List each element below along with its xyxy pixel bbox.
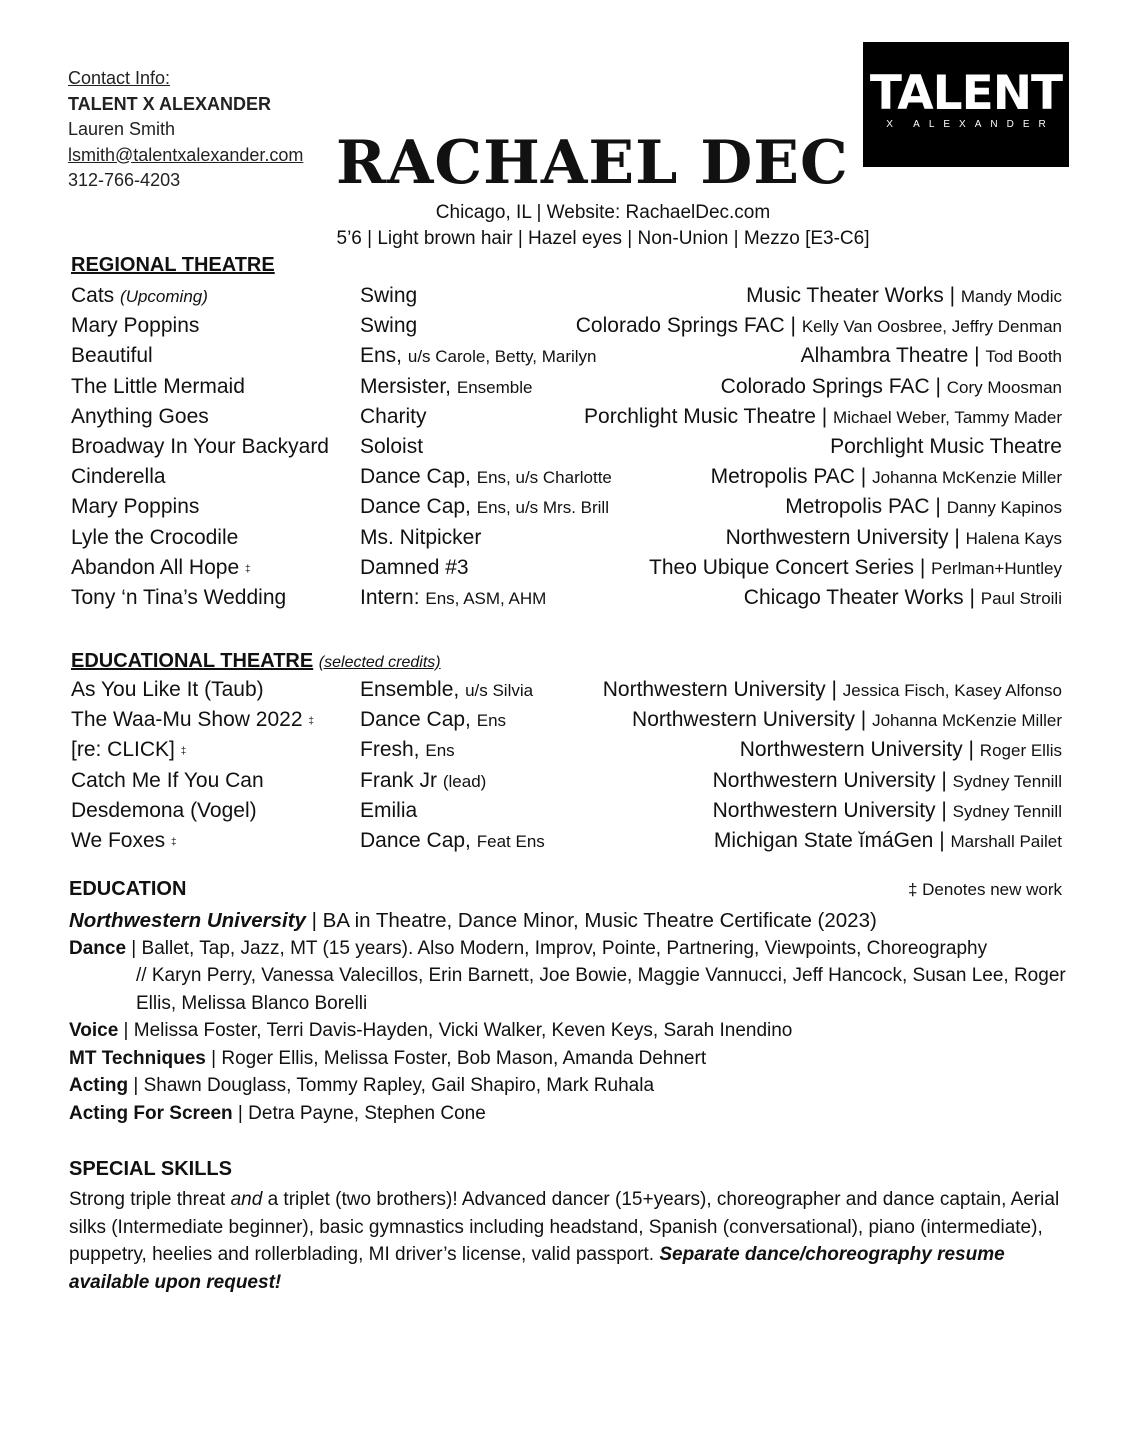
credit-role bbox=[360, 526, 481, 550]
credit-show bbox=[71, 495, 199, 519]
contact-block bbox=[68, 66, 303, 194]
credit-row bbox=[71, 799, 1062, 827]
show-title: Desdemona (Vogel) bbox=[71, 798, 257, 822]
new-work-footnote: ‡ Denotes new work bbox=[907, 880, 1062, 899]
director-name: Perlman+Huntley bbox=[931, 558, 1062, 578]
voice-text: | Melissa Foster, Terri Davis-Hayden, Vicki Walker, Keven Keys, Sarah Inendino bbox=[118, 1020, 793, 1041]
role-name: Soloist bbox=[360, 435, 424, 458]
venue-name: Michigan State ĭmáGen bbox=[713, 829, 934, 852]
role-detail: Feat Ens bbox=[476, 832, 545, 851]
role-name: Dance Cap, bbox=[360, 465, 471, 489]
credit-venue: Northwestern University | Halena Kays bbox=[725, 525, 1062, 549]
credit-row bbox=[71, 769, 1062, 797]
credit-venue: Metropolis PAC | Johanna McKenzie Miller bbox=[710, 465, 1062, 489]
show-title: Mary Poppins bbox=[71, 314, 200, 338]
venue-name: Northwestern University bbox=[725, 525, 949, 549]
venue-name: Metropolis PAC bbox=[710, 465, 855, 489]
credit-row bbox=[71, 495, 1062, 523]
degree-text: | BA in Theatre, Dance Minor, Music Theatre Certificate (2023) bbox=[305, 909, 877, 932]
venue-name: Colorado Springs FAC bbox=[575, 314, 785, 338]
credit-venue: Metropolis PAC | Danny Kapinos bbox=[785, 495, 1062, 519]
role-name: Swing bbox=[360, 314, 418, 338]
credit-venue: Northwestern University | Jessica Fisch, Kasey Alfonso bbox=[602, 678, 1062, 701]
venue-name: Metropolis PAC bbox=[785, 495, 930, 519]
credit-show bbox=[71, 678, 264, 702]
venue-name: Chicago Theater Works bbox=[743, 586, 964, 609]
credit-role bbox=[360, 375, 532, 399]
educational-theatre-subtitle: (selected credits) bbox=[318, 654, 441, 671]
role-name: Emilia bbox=[360, 798, 418, 822]
show-title: The Waa-Mu Show 2022 bbox=[71, 708, 303, 732]
contact-heading: Contact Info: bbox=[68, 68, 171, 88]
voice-training-line bbox=[69, 1017, 1069, 1045]
role-name: Intern: bbox=[360, 586, 420, 609]
credit-row bbox=[71, 314, 1062, 342]
credit-show bbox=[71, 526, 238, 550]
credit-row bbox=[71, 375, 1062, 403]
dance-label: Dance bbox=[69, 937, 127, 959]
show-title: Tony ‘n Tina’s Wedding bbox=[71, 586, 287, 609]
credit-venue: Michigan State ĭmáGen | Marshall Pailet bbox=[713, 829, 1062, 852]
skills-text-bold: Separate dance/choreography resume available upon request! bbox=[69, 1244, 1005, 1293]
credit-row bbox=[71, 678, 1062, 706]
acting-text: | Shawn Douglass, Tommy Rapley, Gail Shapiro, Mark Ruhala bbox=[128, 1075, 655, 1096]
credit-venue: Northwestern University | Johanna McKenzie Miller bbox=[632, 708, 1062, 732]
educational-theatre-title: EDUCATIONAL THEATRE bbox=[71, 650, 314, 672]
role-name: Ms. Nitpicker bbox=[360, 525, 482, 549]
role-detail: Ens, u/s Mrs. Brill bbox=[476, 498, 609, 518]
show-note: (Upcoming) bbox=[120, 287, 208, 306]
credit-show bbox=[71, 375, 245, 399]
credit-role bbox=[360, 738, 455, 762]
credit-role bbox=[360, 344, 597, 368]
credit-show bbox=[71, 708, 314, 732]
director-name: Sydney Tennill bbox=[952, 771, 1062, 791]
role-name: Frank Jr bbox=[360, 768, 438, 792]
role-name: Fresh, bbox=[360, 738, 420, 762]
credit-row bbox=[71, 829, 1062, 857]
credit-show bbox=[71, 769, 264, 793]
role-detail: Ens bbox=[476, 711, 507, 731]
performer-name: RACHAEL DEC bbox=[336, 128, 849, 198]
credit-role bbox=[360, 586, 546, 610]
credit-role bbox=[360, 284, 417, 308]
director-name: Halena Kays bbox=[965, 528, 1062, 548]
regional-theatre-heading: REGIONAL THEATRE bbox=[71, 254, 275, 276]
role-name: Charity bbox=[360, 404, 427, 428]
credit-show bbox=[71, 799, 257, 823]
credit-venue bbox=[830, 435, 1062, 459]
show-title: Anything Goes bbox=[71, 404, 209, 428]
role-name: Dance Cap, bbox=[360, 708, 471, 732]
credit-show bbox=[71, 435, 329, 459]
show-title: Mary Poppins bbox=[71, 495, 200, 519]
agent-phone: 312-766-4203 bbox=[68, 170, 181, 190]
credit-role bbox=[360, 314, 417, 338]
role-detail: u/s Silvia bbox=[465, 681, 534, 700]
role-name: Swing bbox=[360, 284, 418, 307]
director-name: Paul Stroili bbox=[980, 589, 1062, 608]
credit-row bbox=[71, 738, 1062, 766]
venue-name: Northwestern University bbox=[632, 708, 855, 732]
credit-venue: Alhambra Theatre | Tod Booth bbox=[800, 344, 1062, 368]
credit-role bbox=[360, 556, 469, 580]
show-note: ‡ bbox=[171, 837, 177, 848]
dance-teachers: // Karyn Perry, Vanessa Valecillos, Erin Barnett, Joe Bowie, Maggie Vannucci, Jeff Hancock, Susan Lee, Roger Ellis, Melissa Blanco Borelli bbox=[136, 965, 1066, 1014]
role-name: Ensemble, bbox=[360, 678, 460, 701]
mt-training-line bbox=[69, 1045, 1069, 1073]
screen-training-line bbox=[69, 1100, 1069, 1128]
role-name: Dance Cap, bbox=[360, 829, 471, 852]
role-detail: Ens bbox=[425, 741, 455, 761]
venue-name: Northwestern University bbox=[739, 738, 963, 762]
show-note: ‡ bbox=[244, 563, 251, 575]
credit-row bbox=[71, 405, 1062, 433]
venue-name: Theo Ubique Concert Series bbox=[649, 555, 914, 579]
role-name: Damned #3 bbox=[360, 555, 469, 579]
credit-show bbox=[71, 829, 177, 853]
credit-role bbox=[360, 678, 533, 702]
credit-show bbox=[71, 405, 209, 429]
venue-name: Northwestern University bbox=[712, 768, 936, 792]
agent-email-link[interactable]: lsmith@talentxalexander.com bbox=[68, 144, 304, 165]
school-name: Northwestern University bbox=[69, 909, 306, 932]
screen-label: Acting For Screen bbox=[69, 1102, 233, 1124]
venue-name: Porchlight Music Theatre bbox=[584, 404, 816, 428]
role-detail: Ens, ASM, AHM bbox=[425, 589, 547, 608]
venue-name: Alhambra Theatre bbox=[800, 344, 969, 368]
credit-show bbox=[71, 284, 208, 308]
role-name: Ens, bbox=[360, 344, 403, 368]
credit-role bbox=[360, 799, 417, 823]
credit-venue: Colorado Springs FAC | Kelly Van Oosbree, Jeffry Denman bbox=[575, 314, 1062, 338]
education-heading: EDUCATION bbox=[69, 878, 187, 900]
venue-name: Northwestern University bbox=[712, 798, 936, 822]
show-note: ‡ bbox=[308, 716, 314, 728]
role-detail: Ens, u/s Charlotte bbox=[476, 468, 612, 488]
credit-role bbox=[360, 829, 545, 853]
director-name: Danny Kapinos bbox=[946, 498, 1062, 518]
show-title: Broadway In Your Backyard bbox=[71, 435, 329, 458]
credit-show bbox=[71, 586, 286, 610]
role-name: Dance Cap, bbox=[360, 495, 471, 519]
special-skills-heading: SPECIAL SKILLS bbox=[69, 1158, 232, 1180]
degree-line bbox=[69, 907, 1069, 935]
credit-show bbox=[71, 556, 251, 580]
show-note: ‡ bbox=[180, 746, 187, 758]
director-name: Johanna McKenzie Miller bbox=[872, 711, 1062, 731]
credit-row bbox=[71, 435, 1062, 463]
location-website: Chicago, IL | Website: RachaelDec.com bbox=[435, 202, 771, 223]
venue-name: Colorado Springs FAC bbox=[720, 374, 930, 398]
venue-name: Northwestern University bbox=[602, 678, 826, 701]
logo-main-text: TALENT bbox=[869, 66, 1063, 121]
dance-training-line bbox=[69, 935, 1069, 963]
show-title: As You Like It (Taub) bbox=[71, 678, 264, 701]
venue-name: Porchlight Music Theatre bbox=[830, 435, 1062, 458]
credit-role bbox=[360, 435, 423, 459]
credit-show bbox=[71, 465, 166, 489]
credit-row bbox=[71, 284, 1062, 312]
director-name: Mandy Modic bbox=[960, 287, 1062, 306]
director-name: Sydney Tennill bbox=[952, 801, 1062, 821]
credit-venue: Porchlight Music Theatre | Michael Weber, Tammy Mader bbox=[584, 404, 1062, 428]
credit-row bbox=[71, 556, 1062, 584]
credit-show bbox=[71, 314, 199, 338]
credit-show bbox=[71, 344, 153, 368]
educational-theatre-heading bbox=[71, 650, 441, 673]
venue-name: Music Theater Works bbox=[746, 284, 944, 307]
credit-role bbox=[360, 769, 486, 793]
skills-text-a: Strong triple threat bbox=[69, 1189, 231, 1210]
show-title: [re: CLICK] bbox=[71, 738, 175, 762]
credit-row bbox=[71, 586, 1062, 614]
credit-role bbox=[360, 495, 609, 519]
show-title: Beautiful bbox=[71, 344, 153, 368]
show-title: We Foxes bbox=[71, 829, 166, 852]
talent-logo bbox=[863, 42, 1069, 167]
show-title: Cinderella bbox=[71, 465, 166, 489]
credit-venue: Music Theater Works | Mandy Modic bbox=[746, 284, 1062, 307]
show-title: Lyle the Crocodile bbox=[71, 525, 239, 549]
skills-text-and: and bbox=[230, 1189, 263, 1210]
role-detail: Ensemble bbox=[456, 377, 533, 397]
credit-row bbox=[71, 344, 1062, 372]
acting-training-line bbox=[69, 1072, 1069, 1100]
physical-stats: 5’6 | Light brown hair | Hazel eyes | Non-Union | Mezzo [E3-C6] bbox=[336, 228, 870, 249]
show-title: Abandon All Hope bbox=[71, 555, 240, 579]
director-name: Kelly Van Oosbree, Jeffry Denman bbox=[801, 317, 1062, 337]
show-title: Cats bbox=[71, 284, 115, 307]
role-detail: u/s Carole, Betty, Marilyn bbox=[407, 347, 597, 367]
screen-text: | Detra Payne, Stephen Cone bbox=[232, 1102, 486, 1124]
credit-venue: Colorado Springs FAC | Cory Moosman bbox=[720, 374, 1062, 398]
show-title: The Little Mermaid bbox=[71, 374, 245, 398]
credit-venue: Theo Ubique Concert Series | Perlman+Huntley bbox=[649, 555, 1062, 579]
agency-name: TALENT X ALEXANDER bbox=[68, 93, 272, 114]
director-name: Tod Booth bbox=[985, 347, 1062, 367]
skills-text-b: a triplet (two brothers)! Advanced dancer (15+years), choreographer and dance captain, Aerial silks (Intermediate beginner), basic gymnastics including headstand, Spanish (conversational), piano (intermediate), puppetry, heelies and rollerblading, MI driver’s license, valid passport. bbox=[69, 1189, 1060, 1265]
credit-venue: Northwestern University | Sydney Tennill bbox=[712, 798, 1062, 822]
role-detail: (lead) bbox=[442, 771, 487, 791]
credit-row bbox=[71, 526, 1062, 554]
credit-venue: Northwestern University | Sydney Tennill bbox=[712, 768, 1062, 792]
special-skills-text bbox=[69, 1186, 1069, 1296]
mt-text: | Roger Ellis, Melissa Foster, Bob Mason, Amanda Dehnert bbox=[205, 1047, 707, 1069]
acting-label: Acting bbox=[69, 1075, 129, 1096]
agent-name: Lauren Smith bbox=[68, 119, 176, 139]
credit-venue: Chicago Theater Works | Paul Stroili bbox=[743, 586, 1062, 609]
director-name: Cory Moosman bbox=[946, 377, 1062, 397]
logo-sub-text: X ALEXANDER bbox=[886, 119, 1055, 130]
credit-venue: Northwestern University | Roger Ellis bbox=[739, 738, 1062, 762]
credit-role bbox=[360, 465, 612, 489]
credit-row bbox=[71, 465, 1062, 493]
director-name: Michael Weber, Tammy Mader bbox=[833, 407, 1062, 427]
dance-text: | Ballet, Tap, Jazz, MT (15 years). Also Modern, Improv, Pointe, Partnering, Viewpoints, Choreography bbox=[126, 937, 988, 959]
director-name: Marshall Pailet bbox=[950, 832, 1062, 851]
director-name: Roger Ellis bbox=[979, 741, 1062, 761]
show-title: Catch Me If You Can bbox=[71, 768, 264, 792]
role-name: Mersister, bbox=[360, 374, 452, 398]
credit-row bbox=[71, 708, 1062, 736]
director-name: Jessica Fisch, Kasey Alfonso bbox=[842, 681, 1062, 700]
voice-label: Voice bbox=[69, 1020, 119, 1041]
mt-label: MT Techniques bbox=[69, 1047, 206, 1069]
credit-show bbox=[71, 738, 186, 762]
director-name: Johanna McKenzie Miller bbox=[872, 468, 1062, 488]
credit-role bbox=[360, 405, 427, 429]
education-block bbox=[69, 907, 1069, 1127]
credit-role bbox=[360, 708, 506, 732]
